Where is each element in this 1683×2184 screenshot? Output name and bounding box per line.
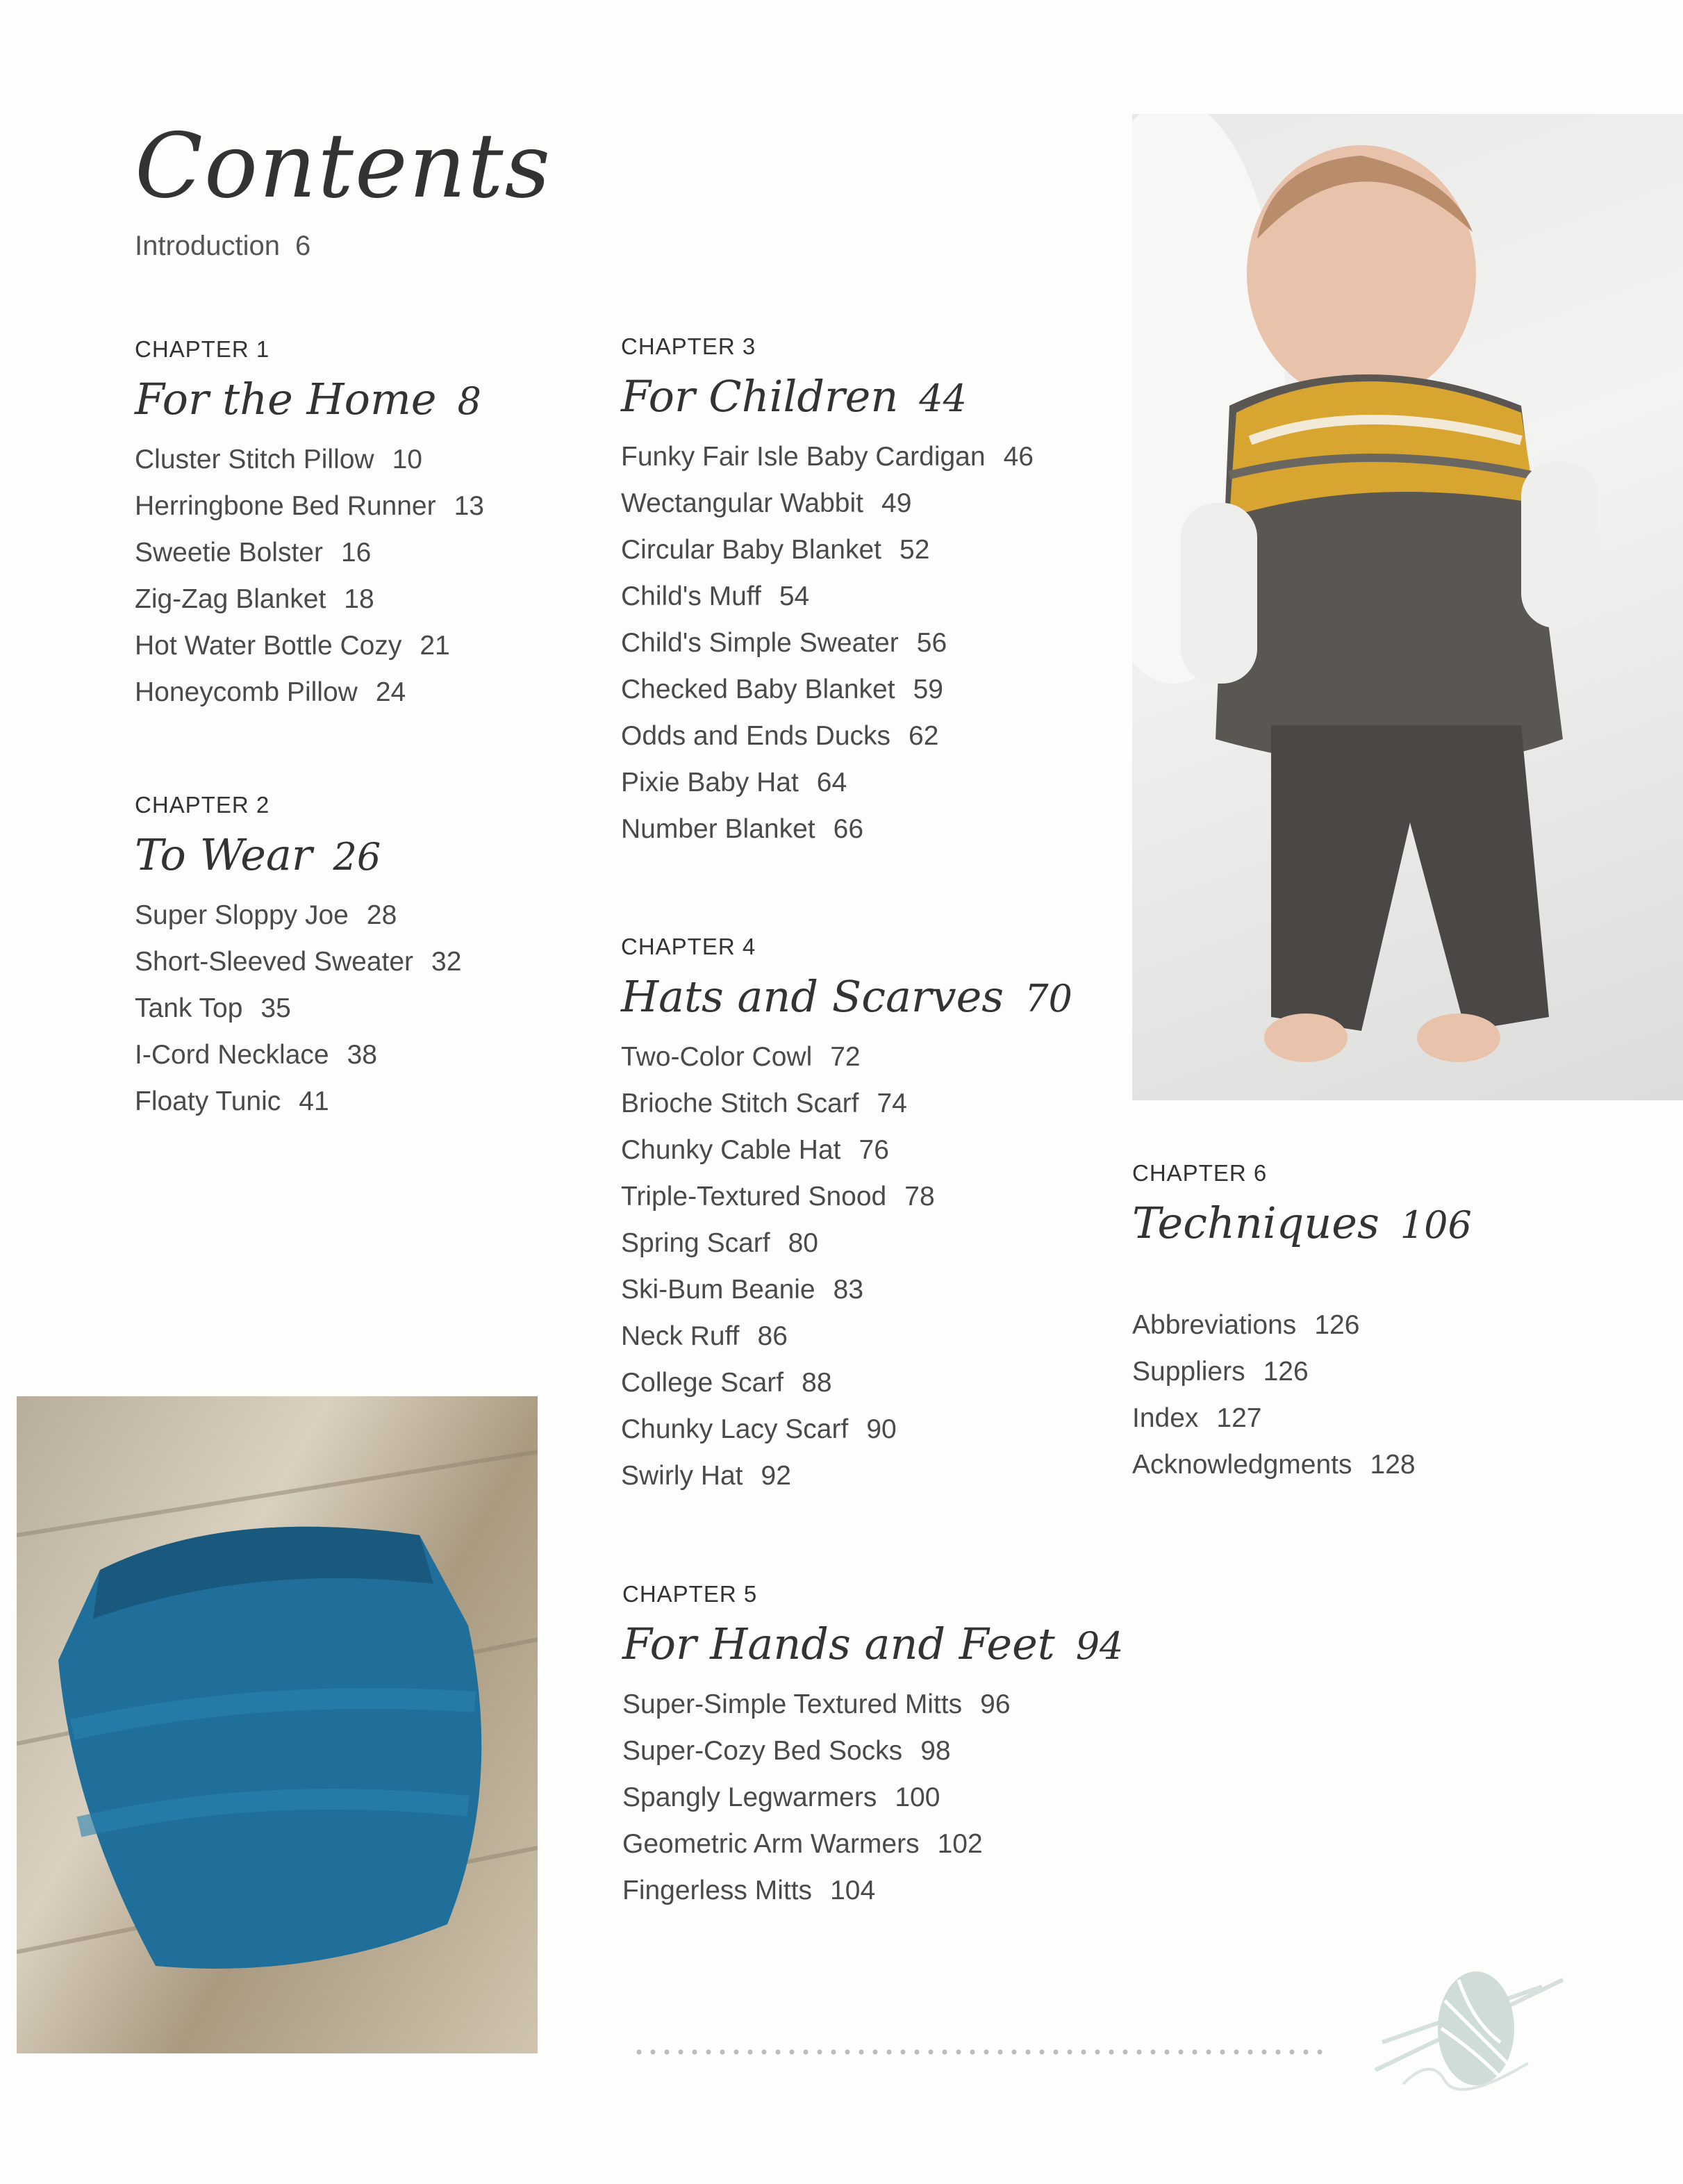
toc-entry[interactable] — [135, 622, 484, 669]
entry-page: 83 — [833, 1275, 864, 1305]
toc-entry[interactable] — [621, 1359, 1072, 1406]
toc-entry[interactable] — [621, 1220, 1072, 1266]
chapter-items — [1132, 1302, 1472, 1488]
chapter-4 — [621, 934, 1072, 1499]
entry-name: Super Sloppy Joe — [135, 900, 349, 930]
entry-name: Odds and Ends Ducks — [621, 721, 891, 751]
entry-page: 72 — [830, 1042, 861, 1072]
entry-page: 13 — [454, 491, 484, 521]
entry-page: 90 — [866, 1414, 897, 1444]
intro-page: 6 — [295, 231, 311, 261]
chapter-items — [621, 433, 1034, 852]
entry-page: 10 — [392, 445, 422, 474]
page-title: Contents — [135, 115, 552, 218]
baby-in-fairisle-vest-image — [1132, 114, 1683, 1100]
toc-entry[interactable] — [622, 1728, 1123, 1774]
toc-entry[interactable] — [621, 1406, 1072, 1453]
chapter-page: 106 — [1400, 1203, 1472, 1247]
chapter-3 — [621, 333, 1034, 852]
entry-name: Checked Baby Blanket — [621, 675, 895, 704]
entry-name: Tank Top — [135, 993, 243, 1023]
toc-entry[interactable] — [135, 576, 484, 622]
chapter-label: CHAPTER 2 — [135, 792, 270, 818]
entry-name: Number Blanket — [621, 814, 815, 844]
toc-entry[interactable] — [135, 669, 484, 715]
toc-entry[interactable] — [135, 985, 461, 1032]
entry-page: 38 — [347, 1040, 377, 1070]
toc-entry[interactable] — [621, 573, 1034, 620]
toc-entry[interactable] — [622, 1681, 1123, 1728]
chapter-title-text: For Hands and Feet — [622, 1619, 1055, 1669]
entry-name: College Scarf — [621, 1368, 784, 1398]
toc-entry[interactable] — [621, 527, 1034, 573]
toc-entry[interactable] — [621, 433, 1034, 480]
entry-page: 66 — [833, 814, 864, 844]
entry-name: Floaty Tunic — [135, 1086, 281, 1116]
entry-name: Ski-Bum Beanie — [621, 1275, 815, 1305]
entry-name: Fingerless Mitts — [622, 1876, 813, 1905]
entry-page: 78 — [904, 1182, 935, 1211]
toc-entry[interactable] — [621, 1127, 1072, 1173]
entry-page: 32 — [431, 947, 462, 977]
toc-entry[interactable] — [621, 1034, 1072, 1080]
entry-page: 104 — [830, 1876, 876, 1905]
entry-name: Neck Ruff — [621, 1321, 740, 1351]
intro-label: Introduction — [135, 231, 281, 261]
entry-name: Super-Cozy Bed Socks — [622, 1736, 903, 1766]
toc-entry[interactable] — [621, 713, 1034, 759]
toc-entry[interactable] — [621, 1080, 1072, 1127]
entry-name: Triple-Textured Snood — [621, 1182, 887, 1211]
toc-entry[interactable] — [621, 1266, 1072, 1313]
toc-entry[interactable] — [1132, 1302, 1472, 1348]
entry-page: 54 — [779, 581, 810, 611]
entry-name: Child's Muff — [621, 581, 761, 611]
entry-page: 76 — [859, 1135, 889, 1165]
chapter-title-text: For Children — [621, 371, 899, 422]
chapter-title[interactable] — [135, 829, 461, 892]
entry-page: 59 — [913, 675, 943, 704]
toc-entry[interactable] — [622, 1774, 1123, 1821]
chapter-items — [621, 1034, 1072, 1499]
chapter-title[interactable] — [1132, 1198, 1472, 1260]
entry-name: Herringbone Bed Runner — [135, 491, 436, 521]
entry-page: 35 — [260, 993, 291, 1023]
chapter-title[interactable] — [622, 1619, 1123, 1681]
toc-entry[interactable] — [135, 938, 461, 985]
entry-name: Zig-Zag Blanket — [135, 584, 326, 614]
entry-page: 100 — [895, 1782, 940, 1812]
entry-page: 56 — [916, 628, 947, 658]
entry-page: 98 — [920, 1736, 951, 1766]
entry-name: Pixie Baby Hat — [621, 768, 799, 797]
chapter-1 — [135, 336, 484, 715]
chapter-title[interactable] — [621, 971, 1072, 1034]
toc-entry[interactable] — [135, 529, 484, 576]
toc-entry[interactable] — [135, 483, 484, 529]
entry-name: Hot Water Bottle Cozy — [135, 631, 402, 661]
entry-name: Two-Color Cowl — [621, 1042, 813, 1072]
toc-entry[interactable] — [1132, 1441, 1472, 1488]
chapter-label: CHAPTER 5 — [622, 1581, 758, 1607]
entry-page: 128 — [1370, 1450, 1416, 1480]
entry-name: Short-Sleeved Sweater — [135, 947, 414, 977]
entry-name: Sweetie Bolster — [135, 538, 323, 568]
entry-name: Suppliers — [1132, 1357, 1245, 1387]
chapter-label: CHAPTER 3 — [621, 333, 756, 359]
chapter-label: CHAPTER 4 — [621, 934, 756, 959]
entry-page: 126 — [1314, 1310, 1360, 1340]
toc-entry[interactable] — [135, 1032, 461, 1078]
toc-entry[interactable] — [135, 892, 461, 938]
entry-page: 74 — [877, 1089, 907, 1118]
entry-name: Spangly Legwarmers — [622, 1782, 877, 1812]
chapter-label: CHAPTER 6 — [1132, 1160, 1268, 1186]
entry-page: 92 — [761, 1461, 791, 1491]
entry-name: Super-Simple Textured Mitts — [622, 1689, 963, 1719]
entry-name: Geometric Arm Warmers — [622, 1829, 920, 1859]
entry-name: Abbreviations — [1132, 1310, 1297, 1340]
chapter-5 — [622, 1581, 1123, 1914]
entry-name: Acknowledgments — [1132, 1450, 1352, 1480]
entry-page: 88 — [802, 1368, 832, 1398]
entry-page: 24 — [375, 677, 406, 707]
entry-name: Brioche Stitch Scarf — [621, 1089, 859, 1118]
entry-page: 80 — [788, 1228, 818, 1258]
toc-entry[interactable] — [621, 1313, 1072, 1359]
entry-name: Chunky Cable Hat — [621, 1135, 841, 1165]
toc-entry[interactable] — [1132, 1348, 1472, 1395]
chapter-label: CHAPTER 1 — [135, 336, 270, 362]
toc-entry[interactable] — [621, 620, 1034, 666]
chapter-title-text: Techniques — [1132, 1198, 1379, 1248]
entry-name: Wectangular Wabbit — [621, 488, 864, 518]
entry-name: Honeycomb Pillow — [135, 677, 358, 707]
toc-entry[interactable] — [135, 436, 484, 483]
chapter-6 — [1132, 1160, 1472, 1488]
entry-name: Swirly Hat — [621, 1461, 743, 1491]
entry-page: 18 — [344, 584, 374, 614]
chapter-title[interactable] — [621, 371, 1034, 433]
chapter-page: 8 — [457, 379, 481, 423]
toc-entry[interactable] — [622, 1867, 1123, 1914]
wrist-warmer-photo — [17, 1396, 538, 2053]
toc-entry[interactable] — [621, 759, 1034, 806]
chapter-page: 70 — [1025, 977, 1072, 1020]
blue-wrist-warmer-image — [17, 1396, 538, 2053]
entry-page: 52 — [899, 535, 930, 565]
entry-page: 46 — [1003, 442, 1034, 472]
toc-entry[interactable] — [621, 806, 1034, 852]
entry-page: 21 — [420, 631, 450, 661]
entry-name: Index — [1132, 1403, 1199, 1433]
entry-name: I-Cord Necklace — [135, 1040, 329, 1070]
toc-entry[interactable] — [621, 480, 1034, 527]
yarn-ball-icon — [1361, 1959, 1584, 2091]
toc-entry[interactable] — [621, 666, 1034, 713]
chapter-page: 44 — [919, 377, 967, 420]
dotted-divider — [632, 2048, 1327, 2056]
entry-page: 62 — [909, 721, 939, 751]
chapter-page: 26 — [333, 835, 381, 879]
entry-page: 86 — [757, 1321, 788, 1351]
baby-photo — [1132, 114, 1683, 1100]
toc-entry[interactable] — [622, 1821, 1123, 1867]
entry-name: Spring Scarf — [621, 1228, 770, 1258]
entry-page: 64 — [816, 768, 847, 797]
entry-page: 28 — [366, 900, 397, 930]
chapter-items — [135, 892, 461, 1125]
toc-intro[interactable] — [135, 231, 310, 262]
entry-name: Child's Simple Sweater — [621, 628, 899, 658]
entry-page: 96 — [980, 1689, 1011, 1719]
chapter-title-text: To Wear — [135, 829, 313, 880]
entry-page: 102 — [937, 1829, 983, 1859]
entry-name: Cluster Stitch Pillow — [135, 445, 374, 474]
entry-page: 16 — [340, 538, 372, 568]
chapter-page: 94 — [1075, 1624, 1124, 1668]
entry-page: 41 — [299, 1086, 329, 1116]
toc-entry[interactable] — [621, 1453, 1072, 1499]
entry-page: 126 — [1263, 1357, 1309, 1387]
toc-entry[interactable] — [621, 1173, 1072, 1220]
entry-name: Chunky Lacy Scarf — [621, 1414, 849, 1444]
entry-page: 49 — [881, 488, 912, 518]
entry-name: Circular Baby Blanket — [621, 535, 881, 565]
toc-entry[interactable] — [1132, 1395, 1472, 1441]
entry-name: Funky Fair Isle Baby Cardigan — [621, 442, 986, 472]
chapter-title-text: For the Home — [135, 374, 437, 424]
toc-entry[interactable] — [135, 1078, 461, 1125]
chapter-title-text: Hats and Scarves — [621, 971, 1004, 1022]
chapter-title[interactable] — [135, 374, 484, 436]
chapter-2 — [135, 792, 461, 1125]
chapter-items — [135, 436, 484, 715]
entry-page: 127 — [1216, 1403, 1262, 1433]
chapter-items — [622, 1681, 1123, 1914]
